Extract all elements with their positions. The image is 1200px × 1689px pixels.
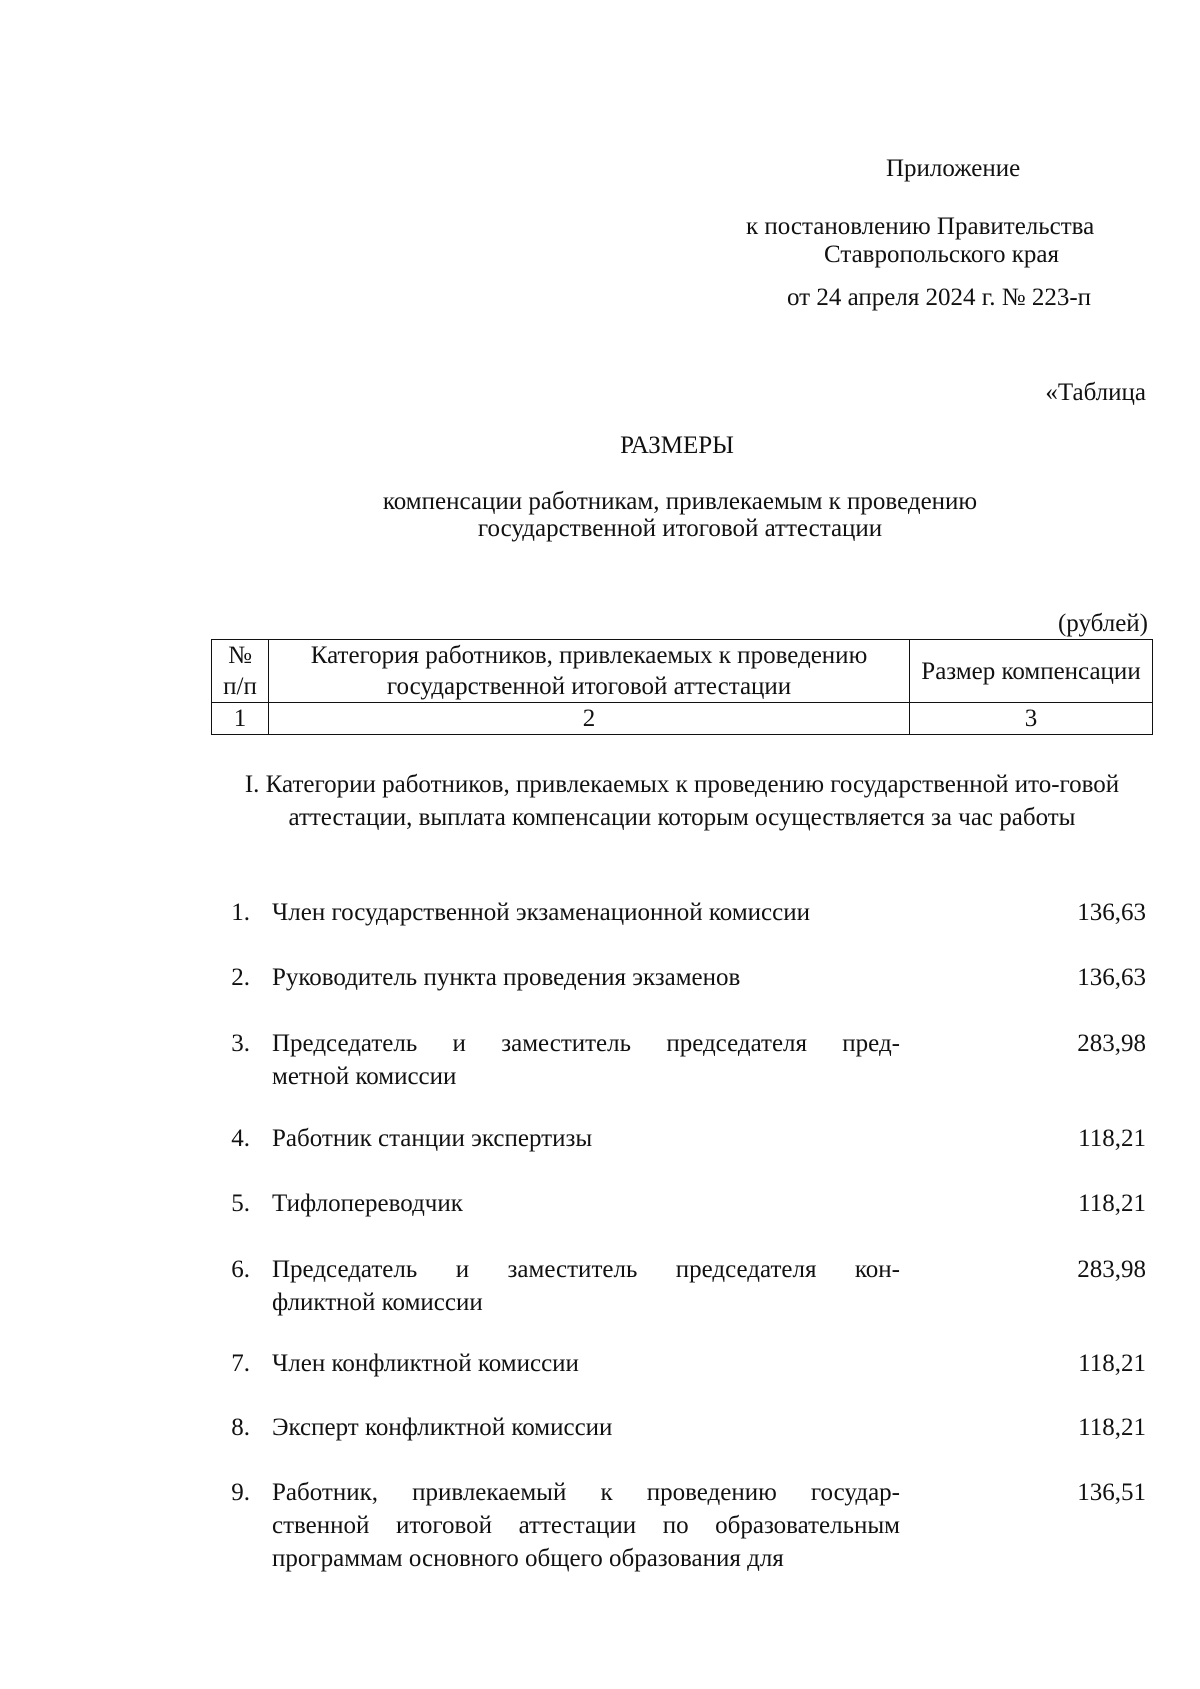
item-amount: 118,21 — [1078, 1414, 1146, 1441]
item-amount: 118,21 — [1078, 1125, 1146, 1152]
item-category-text — [272, 896, 900, 929]
item-category-text — [272, 1027, 900, 1093]
decree-date: от 24 апреля 2024 г. № 223-п — [787, 284, 1092, 311]
item-number: 2. — [231, 964, 250, 991]
item-number: 1. — [231, 899, 250, 926]
header-cell-category: Категория работников, привлекаемых к проведению государственной итоговой аттестации — [269, 640, 910, 703]
item-amount: 136,63 — [1077, 964, 1146, 991]
item-text-line: фликтной комиссии — [272, 1289, 483, 1316]
item-text-line: Тифлопереводчик — [272, 1190, 463, 1217]
column-number-1: 1 — [212, 703, 269, 735]
item-amount: 118,21 — [1078, 1190, 1146, 1217]
decree-reference-line1: к постановлению Правительства — [746, 213, 1095, 240]
item-category-text — [272, 1411, 900, 1444]
item-category-text — [272, 1122, 900, 1155]
item-number: 7. — [231, 1350, 250, 1377]
decree-reference-line2: Ставропольского края — [824, 241, 1059, 268]
item-amount: 283,98 — [1077, 1256, 1146, 1283]
subtitle-line-1: компенсации работникам, привлекаемым к проведению — [382, 488, 978, 515]
item-category-text — [272, 1476, 900, 1575]
item-text-line: метной комиссии — [272, 1063, 457, 1090]
item-text-line: программам основного общего образования для — [272, 1545, 784, 1572]
table-label: «Таблица — [1045, 379, 1146, 406]
header-cell-number: № п/п — [212, 640, 269, 703]
item-number: 8. — [231, 1414, 250, 1441]
item-category-text — [272, 1347, 900, 1380]
item-text-line: Председатель и заместитель председателя пред- — [272, 1030, 900, 1057]
item-text-line: Эксперт конфликтной комиссии — [272, 1414, 613, 1441]
item-text-line: Руководитель пункта проведения экзаменов — [272, 964, 741, 991]
document-subtitle — [0, 488, 1200, 542]
item-text-line: Член государственной экзаменационной комиссии — [272, 899, 810, 926]
table-header — [211, 639, 1153, 735]
table-header-row — [212, 640, 1153, 703]
column-number-3: 3 — [910, 703, 1153, 735]
appendix-label: Приложение — [886, 155, 1021, 182]
item-category-text — [272, 1253, 900, 1319]
item-amount: 136,51 — [1077, 1479, 1146, 1506]
document-title: РАЗМЕРЫ — [620, 432, 734, 459]
header-cell-amount: Размер компенсации — [910, 640, 1153, 703]
item-number: 9. — [231, 1479, 250, 1506]
item-amount: 118,21 — [1078, 1350, 1146, 1377]
section-title: I. Категории работников, привлекаемых к проведению государственной ито-говой аттестации, выплата компенсации которым осуществляется за час работы — [244, 771, 1120, 831]
item-number: 4. — [231, 1125, 250, 1152]
item-amount: 136,63 — [1077, 899, 1146, 926]
currency-unit: (рублей) — [1057, 610, 1148, 637]
item-number: 5. — [231, 1190, 250, 1217]
subtitle-line-2: государственной итоговой аттестации — [477, 515, 883, 542]
item-amount: 283,98 — [1077, 1030, 1146, 1057]
item-category-text — [272, 1187, 900, 1220]
item-text-line: Председатель и заместитель председателя кон- — [272, 1256, 900, 1283]
item-text-line: ственной итоговой аттестации по образовательным — [272, 1512, 900, 1539]
item-text-line: Работник, привлекаемый к проведению государ- — [272, 1479, 900, 1506]
table-column-numbers-row — [212, 703, 1153, 735]
item-number: 6. — [231, 1256, 250, 1283]
item-text-line: Работник станции экспертизы — [272, 1125, 593, 1152]
item-number: 3. — [231, 1030, 250, 1057]
item-text-line: Член конфликтной комиссии — [272, 1350, 579, 1377]
column-number-2: 2 — [269, 703, 910, 735]
item-category-text — [272, 961, 900, 994]
